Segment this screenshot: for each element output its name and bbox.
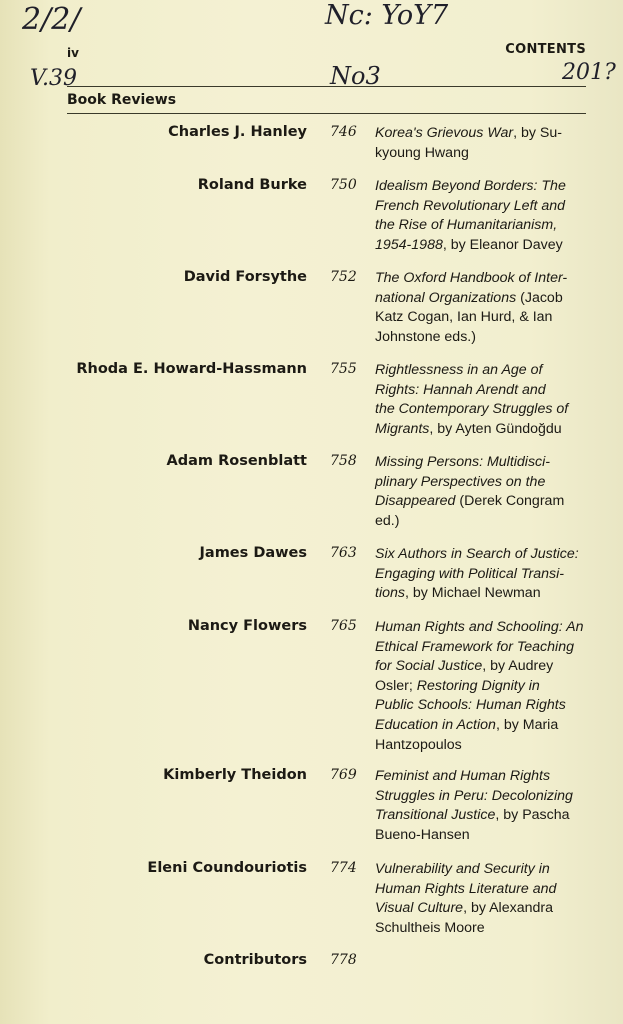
title-line bbox=[375, 584, 590, 604]
title-italic-segment: Rightlessness in an Age of bbox=[375, 362, 543, 378]
title-italic-segment: Vulnerability and Security in bbox=[375, 861, 550, 877]
title-italic-segment: Missing Persons: Multidisci- bbox=[375, 454, 551, 470]
page-reference: 746 bbox=[330, 124, 357, 140]
book-title bbox=[375, 860, 590, 938]
handwritten-volume: V.39 bbox=[30, 66, 78, 91]
handwritten-year: 201? bbox=[562, 60, 616, 85]
title-text-segment: , by Eleanor Davey bbox=[442, 236, 563, 253]
title-italic-segment: Education in Action bbox=[375, 716, 496, 733]
title-line bbox=[375, 269, 590, 289]
contributors-label: Contributors bbox=[203, 952, 307, 968]
book-title bbox=[375, 618, 590, 755]
title-text-segment: Bueno-Hansen bbox=[375, 826, 470, 843]
reviewer-name: Eleni Coundouriotis bbox=[147, 860, 307, 876]
book-title bbox=[375, 124, 590, 163]
title-italic-segment: Migrants bbox=[375, 420, 430, 437]
reviewer-name: Roland Burke bbox=[197, 177, 307, 193]
title-line bbox=[375, 696, 590, 716]
title-text-segment: , by Maria bbox=[495, 716, 559, 733]
title-line bbox=[375, 899, 590, 919]
title-line bbox=[375, 657, 590, 677]
title-line bbox=[375, 806, 590, 826]
reviewer-name: Adam Rosenblatt bbox=[166, 453, 307, 469]
running-head: CONTENTS bbox=[505, 42, 586, 57]
reviewer-name: Rhoda E. Howard-Hassmann bbox=[76, 361, 307, 377]
title-text-segment: Osler; bbox=[375, 677, 417, 694]
title-italic-segment: French Revolutionary Left and bbox=[375, 197, 566, 214]
title-line bbox=[375, 289, 590, 309]
book-title bbox=[375, 545, 590, 604]
title-text-segment: (Derek Congram bbox=[455, 493, 565, 510]
title-line bbox=[375, 826, 590, 846]
title-line bbox=[375, 880, 590, 900]
page-reference: 765 bbox=[330, 618, 357, 634]
page-reference: 778 bbox=[330, 952, 357, 968]
title-line bbox=[375, 677, 590, 697]
title-text-segment: , by Ayten Gündoğdu bbox=[429, 420, 562, 437]
page-reference: 758 bbox=[330, 453, 357, 469]
title-text-segment: Katz Cogan, Ian Hurd, & Ian bbox=[375, 309, 553, 326]
title-text-segment: , by Alexandra bbox=[463, 900, 553, 917]
title-line bbox=[375, 420, 590, 440]
title-italic-segment: Feminist and Human Rights bbox=[375, 768, 551, 784]
book-title bbox=[375, 269, 590, 347]
title-italic-segment: The Oxford Handbook of Inter- bbox=[375, 270, 568, 286]
title-line bbox=[375, 216, 590, 236]
handwritten-note-top-left: 2/2/ bbox=[22, 2, 81, 37]
title-line bbox=[375, 308, 590, 328]
title-line bbox=[375, 716, 590, 736]
book-title bbox=[375, 177, 590, 255]
book-title bbox=[375, 361, 590, 439]
title-text-segment: Schultheis Moore bbox=[375, 919, 485, 936]
title-italic-segment: Engaging with Political Transi- bbox=[375, 565, 564, 582]
title-italic-segment: Transitional Justice bbox=[375, 807, 496, 824]
reviewer-name: David Forsythe bbox=[183, 269, 307, 285]
title-line bbox=[375, 381, 590, 401]
title-italic-segment: the Rise of Humanitarianism, bbox=[375, 217, 558, 234]
title-italic-segment: Human Rights and Schooling: An bbox=[375, 619, 584, 635]
title-text-segment: ed.) bbox=[375, 512, 400, 529]
title-italic-segment: 1954-1988 bbox=[375, 236, 443, 253]
title-italic-segment: plinary Perspectives on the bbox=[375, 473, 546, 490]
title-text-segment: Johnstone eds.) bbox=[375, 328, 476, 345]
book-title bbox=[375, 767, 590, 845]
title-line bbox=[375, 618, 590, 638]
title-italic-segment: Visual Culture bbox=[375, 900, 464, 917]
reviewer-name: Kimberly Theidon bbox=[163, 767, 307, 783]
title-line bbox=[375, 144, 590, 164]
title-line bbox=[375, 919, 590, 939]
title-text-segment: , by Pascha bbox=[495, 807, 570, 824]
title-text-segment: Hantzopoulos bbox=[375, 736, 462, 753]
title-line bbox=[375, 492, 590, 512]
title-line bbox=[375, 736, 590, 756]
title-line bbox=[375, 400, 590, 420]
title-italic-segment: Disappeared bbox=[375, 493, 456, 510]
title-line bbox=[375, 638, 590, 658]
page-reference: 769 bbox=[330, 767, 357, 783]
title-line bbox=[375, 361, 590, 381]
title-line bbox=[375, 124, 590, 144]
title-italic-segment: for Social Justice bbox=[375, 658, 483, 675]
title-italic-segment: Rights: Hannah Arendt and bbox=[375, 381, 546, 398]
title-line bbox=[375, 767, 590, 787]
page-reference: 763 bbox=[330, 545, 357, 561]
title-line bbox=[375, 787, 590, 807]
section-heading: Book Reviews bbox=[67, 92, 177, 108]
reviewer-name: Charles J. Hanley bbox=[168, 124, 307, 140]
page-reference: 774 bbox=[330, 860, 357, 876]
page-number: iv bbox=[67, 46, 79, 60]
title-line bbox=[375, 860, 590, 880]
title-line bbox=[375, 197, 590, 217]
title-italic-segment: Public Schools: Human Rights bbox=[375, 697, 566, 714]
title-italic-segment: Struggles in Peru: Decolonizing bbox=[375, 787, 573, 804]
title-italic-segment: national Organizations bbox=[375, 289, 517, 306]
title-text-segment: , by Audrey bbox=[482, 658, 554, 675]
title-italic-segment: tions bbox=[375, 585, 405, 602]
title-italic-segment: Ethical Framework for Teaching bbox=[375, 638, 574, 655]
title-italic-segment: Idealism Beyond Borders: The bbox=[375, 178, 566, 194]
title-line bbox=[375, 177, 590, 197]
title-line bbox=[375, 473, 590, 493]
title-text-segment: , by Su- bbox=[513, 125, 562, 141]
book-title bbox=[375, 453, 590, 531]
handwritten-call-number: Nc: YoY7 bbox=[325, 0, 449, 31]
title-line bbox=[375, 453, 590, 473]
title-line bbox=[375, 565, 590, 585]
title-line bbox=[375, 545, 590, 565]
page-reference: 755 bbox=[330, 361, 357, 377]
page-reference: 752 bbox=[330, 269, 357, 285]
reviewer-name: James Dawes bbox=[199, 545, 307, 561]
title-italic-segment: Korea's Grievous War bbox=[375, 125, 514, 141]
page-reference: 750 bbox=[330, 177, 357, 193]
title-line bbox=[375, 328, 590, 348]
title-text-segment: , by Michael Newman bbox=[404, 585, 541, 602]
title-italic-segment: Six Authors in Search of Justice: bbox=[375, 546, 579, 562]
reviewer-name: Nancy Flowers bbox=[187, 618, 307, 634]
title-line bbox=[375, 236, 590, 256]
title-line bbox=[375, 512, 590, 532]
title-text-segment: kyoung Hwang bbox=[375, 144, 469, 161]
title-italic-segment: Human Rights Literature and bbox=[375, 880, 557, 897]
header-rule bbox=[67, 86, 586, 87]
title-italic-segment: Restoring Dignity in bbox=[416, 677, 540, 694]
title-text-segment: (Jacob bbox=[516, 289, 563, 306]
title-italic-segment: the Contemporary Struggles of bbox=[375, 401, 569, 418]
handwritten-issue-number: No3 bbox=[330, 62, 381, 90]
section-rule bbox=[67, 113, 586, 114]
